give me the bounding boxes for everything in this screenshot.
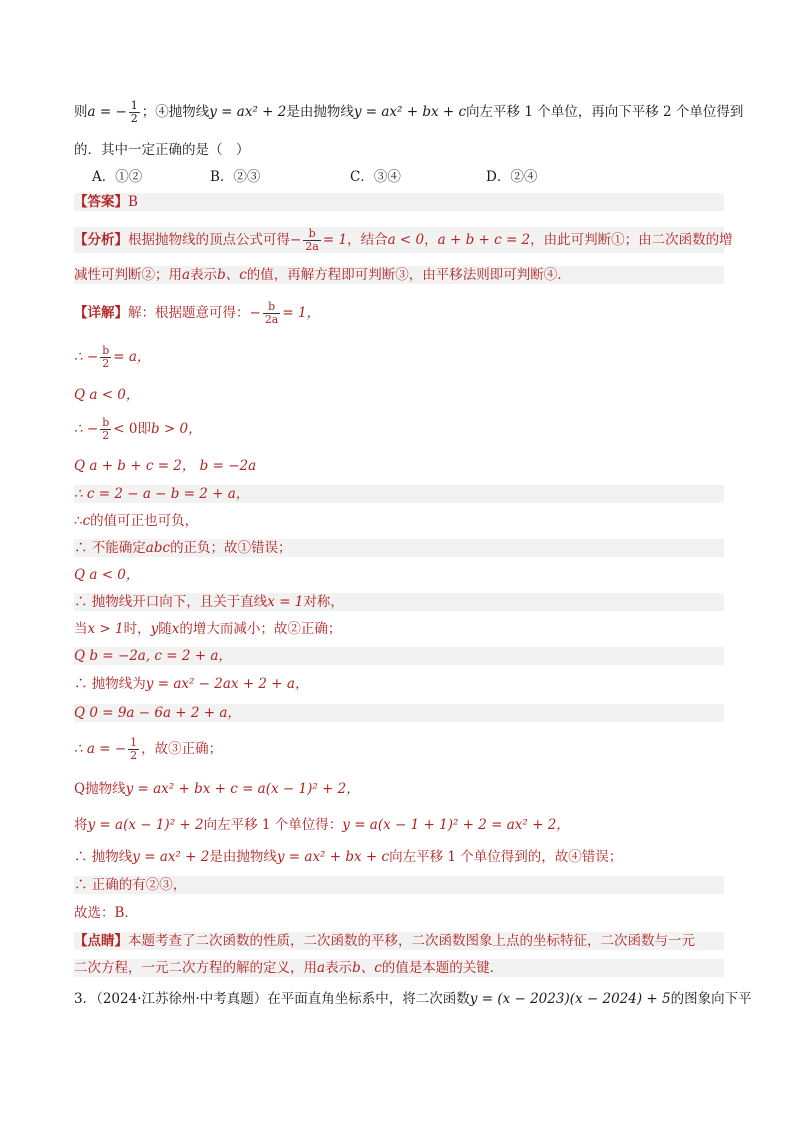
- option-c: C．③④: [350, 169, 401, 185]
- detail-step-18: ∴ 正确的有②③，: [74, 876, 724, 894]
- detail-step-11: Q b = −2a, c = 2 + a，: [74, 647, 724, 665]
- detail-step-4: Q a + b + c = 2， b = −2a: [74, 458, 257, 474]
- question-line-1: 则a = − $\frac{1}{2}$ ；④抛物线y = ax² + 2是由抛物线y = ax² + bx + c向左平移 1 个单位，再向下平移 2 个单位得到: [74, 99, 744, 125]
- detail-step-14: ∴ a = − $\frac{1}{2}$ ，故③正确；: [74, 736, 223, 762]
- answer-line: 【答案】B: [74, 193, 724, 211]
- detail-intro: 【详解】解：根据题意可得：− $\frac{b}{2a}$ = 1，: [74, 300, 321, 326]
- detail-step-2: Q a < 0，: [74, 387, 140, 403]
- option-b: B．②③: [210, 169, 261, 185]
- remark-line-2: 二次方程，一元二次方程的解的定义，用a表示b、c的值是本题的关键．: [74, 959, 724, 977]
- detail-step-13: Q 0 = 9a − 6a + 2 + a，: [74, 704, 724, 722]
- detail-step-5: ∴ c = 2 − a − b = 2 + a，: [74, 485, 724, 503]
- detail-step-8: Q a < 0，: [74, 567, 140, 583]
- fraction: $\frac{1}{2}$: [130, 99, 138, 125]
- option-d: D．②④: [486, 169, 538, 185]
- detail-step-16: 将y = a(x − 1)² + 2向左平移 1 个单位得：y = a(x − 1 + 1)² + 2 = ax² + 2，: [74, 817, 570, 833]
- analysis-line-1: 【分析】根据抛物线的顶点公式可得− $\frac{b}{2a}$ = 1，结合a < 0，a + b + c = 2，由此可判断①；由二次函数的增: [74, 227, 733, 253]
- option-a: A．①②: [92, 169, 143, 185]
- question-line-2: 的．其中一定正确的是（ ）: [74, 142, 250, 158]
- detail-step-15: Q抛物线y = ax² + bx + c = a(x − 1)² + 2，: [74, 781, 360, 797]
- detail-step-9: ∴ 抛物线开口向下，且关于直线x = 1对称，: [74, 593, 724, 611]
- detail-step-1: ∴ − $\frac{b}{2}$ = a，: [74, 344, 151, 370]
- next-question-line: 3．（2024·江苏徐州·中考真题）在平面直角坐标系中，将二次函数y = (x − 2023)(x − 2024) + 5的图象向下平: [74, 991, 752, 1007]
- detail-step-17: ∴ 抛物线y = ax² + 2是由抛物线y = ax² + bx + c向左平移 1 个单位得到的，故④错误；: [74, 849, 623, 865]
- detail-step-10: 当x > 1时，y随x的增大而减小；故②正确；: [74, 621, 342, 637]
- detail-step-3: ∴ − $\frac{b}{2}$ < 0即b > 0，: [74, 416, 202, 442]
- detail-step-12: ∴ 抛物线为y = ax² − 2ax + 2 + a，: [74, 676, 309, 692]
- detail-step-6: ∴c的值可正也可负，: [74, 513, 199, 529]
- detail-step-19: 故选：B．: [74, 905, 138, 921]
- analysis-line-2: 减性可判断②；用a表示b、c的值，再解方程即可判断③，由平移法则即可判断④.: [74, 266, 724, 284]
- detail-step-7: ∴ 不能确定abc的正负；故①错误；: [74, 539, 724, 557]
- remark-line-1: 【点睛】本题考查了二次函数的性质，二次函数的平移，二次函数图象上点的坐标特征，二次函数与一元: [74, 932, 724, 950]
